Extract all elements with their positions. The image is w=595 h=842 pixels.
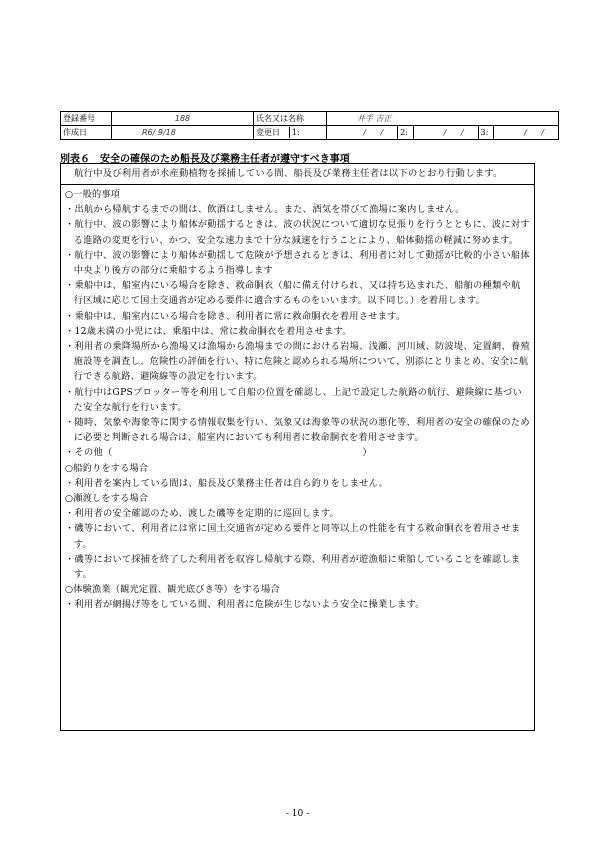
ferry-item: ・利用者の安全確認のため、渡した磯等を定期的に巡回します。 — [65, 508, 340, 520]
change3-label: 3: — [478, 126, 493, 140]
general-item: ・利用者の乗降場所から漁場又は漁場から漁場までの間における岩場、浅瀬、河川域、防波堤、定置網、養殖施設等を調査し、危険性の評価を行い、特に危険と認められる場所について、別添にとりまとめ、安全に航行できる航路、避険線等の設定を行います。 — [65, 341, 530, 383]
changed-label: 変更日 — [254, 127, 290, 138]
general-item: ・出航から帰航するまでの間は、飲酒はしません。また、酒気を帯びて漁場に案内しません。 — [65, 204, 465, 216]
page-number: - 10 - — [285, 809, 310, 819]
change2-value: / / — [413, 126, 478, 140]
experience-item: ・利用者が網揚げ等をしている間、利用者に危険が生じないよう安全に操業します。 — [65, 599, 425, 611]
general-item: ・航行中、波の影響により船体が動揺して危険が予想されるときは、利用者に対して動揺が比較的小さい船体中央より後方の部分に乗船するよう指導します — [65, 249, 530, 277]
registration-header-table — [60, 111, 559, 140]
general-item: ・航行中はGPSプロッター等を利用して自船の位置を確認し、上記で設定した航路の航行、避険線に基づいた安全な航行を行います。 — [65, 386, 522, 413]
section-heading-ferry: ○瀬渡しをする場合 — [65, 493, 149, 505]
general-item: ・乗船中は、船室内にいる場合を除き、救命胴衣（船に備え付けられ、又は持ち込まれた、船舶の種類や航行区域に応じて国土交通省が定める要件に適合するものをいいます。以下同じ。）を着用します。 — [65, 280, 521, 307]
fishing-item: ・利用者を案内している間は、船長及び業務主任者は自ら釣りをしません。 — [65, 477, 389, 489]
reg-no-label: 登録番号 — [61, 112, 112, 126]
change1-label: 1: — [292, 128, 300, 137]
change1-value: / / — [327, 126, 398, 140]
safety-rules-box — [60, 163, 535, 731]
name-value: 井手 吉正 — [327, 112, 559, 126]
other-close: ） — [362, 447, 372, 459]
general-item: ・12歳未満の小児には、乗船中は、常に救命胴衣を着用させます。 — [65, 325, 352, 337]
section-heading-fishing: ○船釣りをする場合 — [65, 462, 149, 474]
reg-no-value: 188 — [112, 112, 254, 126]
general-other-item — [65, 445, 530, 460]
created-label: 作成日 — [61, 126, 112, 140]
appendix-number: 別表６ — [60, 154, 90, 165]
section-heading-general: ○一般的事項 — [65, 189, 121, 200]
other-open: ・その他（ — [65, 447, 113, 459]
rules-content — [61, 185, 534, 613]
section-heading-experience: ○体験漁業（観光定置、観光底びき等）をする場合 — [65, 584, 280, 596]
ferry-item: ・磯等において採捕を終了した利用者を収容し帰航する際、利用者が遊漁船に乗船していることを確認します。 — [65, 553, 521, 581]
change-date-cell — [254, 126, 327, 140]
ferry-item: ・磯等において、利用者には常に国土交通省が定める要件と同等以上の性能を有する救命胴衣を着用させます。 — [65, 523, 521, 550]
created-value: R6/ 9/18 — [112, 126, 254, 140]
change3-value: / / — [494, 126, 559, 140]
intro-text: 航行中及び利用者が水産動植物を採捕している間、船長及び業務主任者は以下のとおり行動します。 — [61, 164, 534, 185]
general-item: ・乗船中は、船室内にいる場合を除き、利用者に常に救命胴衣を着用させます。 — [65, 310, 406, 322]
change2-label: 2: — [398, 126, 413, 140]
name-label: 氏名又は名称 — [254, 112, 327, 126]
general-item: ・航行中、波の影響により船体が動揺するときは、波の状況について適切な見張りを行うとともに、波に対する進路の変更を行い、かつ、安全な速力まで十分な減速を行うことにより、船体動揺の軽減に努めます。 — [65, 219, 530, 246]
appendix-title: 安全の確保のため船長及び業務主任者が遵守すべき事項 — [100, 154, 350, 165]
general-item: ・随時、気象や海象等に関する情報収集を行い、気象又は海象等の状況の悪化等、利用者の安全の確保のために必要と判断される場合は、船室内においても利用者に救命胴衣を着用させます。 — [65, 417, 530, 444]
